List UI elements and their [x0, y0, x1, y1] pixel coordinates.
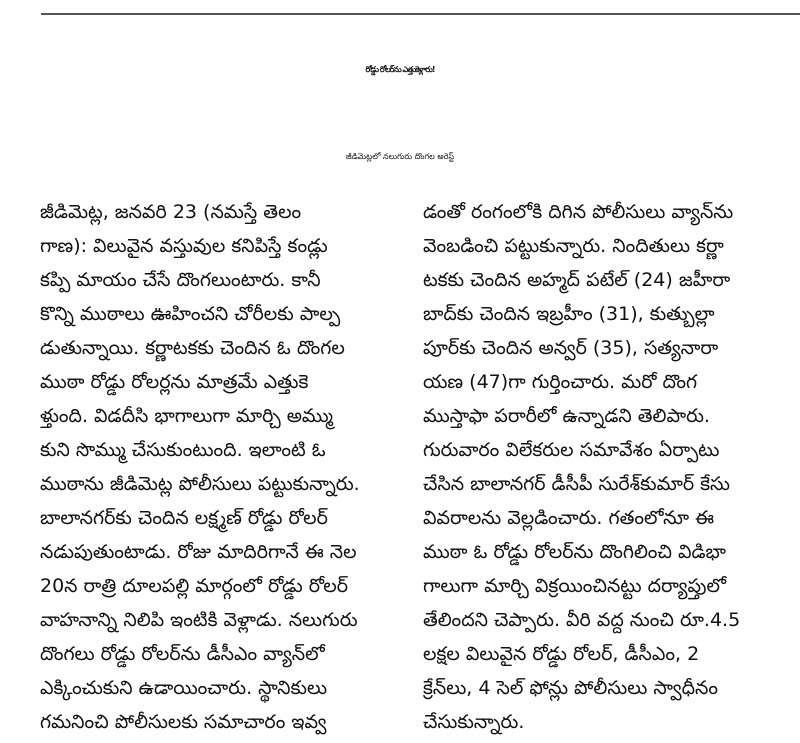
article-text-line: చేసిన బాలానగర్ డీసీపీ సురేశ్‌కుమార్ కేసు	[423, 473, 730, 495]
article-text-line: డంతో రంగంలోకి దిగిన పోలీసులు వ్యాన్‌ను	[423, 201, 734, 223]
article-text-line: గాలుగా మార్చి విక్రయించినట్టు దర్యాప్తులో	[423, 575, 727, 597]
article-text-line: కొన్ని ముఠాలు ఊహించని చోరీలకు పాల్ప	[40, 303, 341, 325]
article-column-left	[40, 195, 410, 739]
article-text-line: ముఠాను జీడిమెట్ల పోలీసులు పట్టుకున్నారు.	[40, 473, 360, 495]
headline: రోడ్డు రోలర్‌ను ఎత్తుకెళ్లారు!	[365, 65, 435, 74]
article-text-line: యణ (47)గా గుర్తించారు. మరో దొంగ	[423, 371, 698, 393]
article-text-line: గురువారం విలేకరుల సమావేశం ఏర్పాటు	[423, 439, 720, 461]
top-rule	[41, 13, 800, 15]
article-text-line: 20న రాత్రి దూలపల్లి మార్గంలో రోడ్డు రోలర్	[40, 575, 349, 597]
article-text-line: పూర్‌కు చెందిన అన్వర్ (35), సత్యనారా	[423, 337, 719, 359]
article-text-line: టకకు చెందిన అహ్మద్ పటేల్ (24) జహీరా	[423, 269, 731, 291]
subheadline: జీడిమెట్లలో నలుగురు దొంగల అరెస్ట్	[345, 152, 455, 161]
article-text-line: కుని సొమ్ము చేసుకుంటుంది. ఇలాంటి ఓ	[40, 439, 326, 461]
article-text-line: చేసుకున్నారు.	[423, 711, 525, 733]
article-text-line: దొంగలు రోడ్డు రోలర్‌ను డీసీఎం వ్యాన్‌లో	[40, 643, 325, 665]
article-text-line: జీడిమెట్ల, జనవరి 23 (నమస్తే తెలం	[40, 201, 302, 223]
article-text-line: ముఠా రోడ్డు రోలర్లను మాత్రమే ఎత్తుకె	[40, 371, 309, 393]
article-text-line: గాణ): విలువైన వస్తువుల కనిపిస్తే కండ్లు	[40, 235, 328, 257]
article-text-line: వెంబడించి పట్టుకున్నారు. నిందితులు కర్ణా	[423, 235, 724, 257]
article-text-line: డుతున్నాయి. కర్ణాటకకు చెందిన ఓ దొంగల	[40, 337, 345, 359]
article-text-line: ళ్తుంది. విడదీసి భాగాలుగా మార్చి అమ్ము	[40, 405, 334, 427]
article-text-line: వివరాలను వెల్లడించారు. గతంలోనూ ఈ	[423, 507, 715, 529]
article-text-line: ముఠా ఓ రోడ్డు రోలర్‌ను దొంగిలించి విడిభా	[423, 541, 726, 563]
article-text-line: బాద్‌కు చెందిన ఇబ్రహీం (31), కుత్బుల్లా	[423, 303, 715, 325]
article-text-line: గమనించి పోలీసులకు సమాచారం ఇవ్వ	[40, 711, 327, 733]
article-text-line: నడుపుతుంటాడు. రోజు మాదిరిగానే ఈ నెల	[40, 541, 357, 563]
article-text-line: బాలానగర్‌కు చెందిన లక్ష్మణ్ రోడ్డు రోలర్	[40, 507, 328, 529]
article-text-line: ఎక్కించుకుని ఉడాయించారు. స్థానికులు	[40, 677, 328, 699]
article-text-line: కప్పి మాయం చేసే దొంగలుంటారు. కానీ	[40, 269, 321, 291]
article-text-line: లక్షల విలువైన రోడ్డు రోలర్, డీసీఎం, 2	[423, 643, 700, 665]
article-column-right	[423, 195, 793, 739]
article-text-line: వాహనాన్ని నిలిపి ఇంటికి వెళ్లాడు. నలుగురు	[40, 609, 358, 631]
article-text-line: క్రేన్‌లు, 4 సెల్ ఫోన్లు పోలీసులు స్వాధీనం	[423, 677, 719, 699]
article-text-line: ముస్తాఫా పరారీలో ఉన్నాడని తెలిపారు.	[423, 405, 710, 427]
article-text-line: తేలిందని చెప్పారు. వీరి వద్ద నుంచి రూ.4.5	[423, 609, 741, 631]
